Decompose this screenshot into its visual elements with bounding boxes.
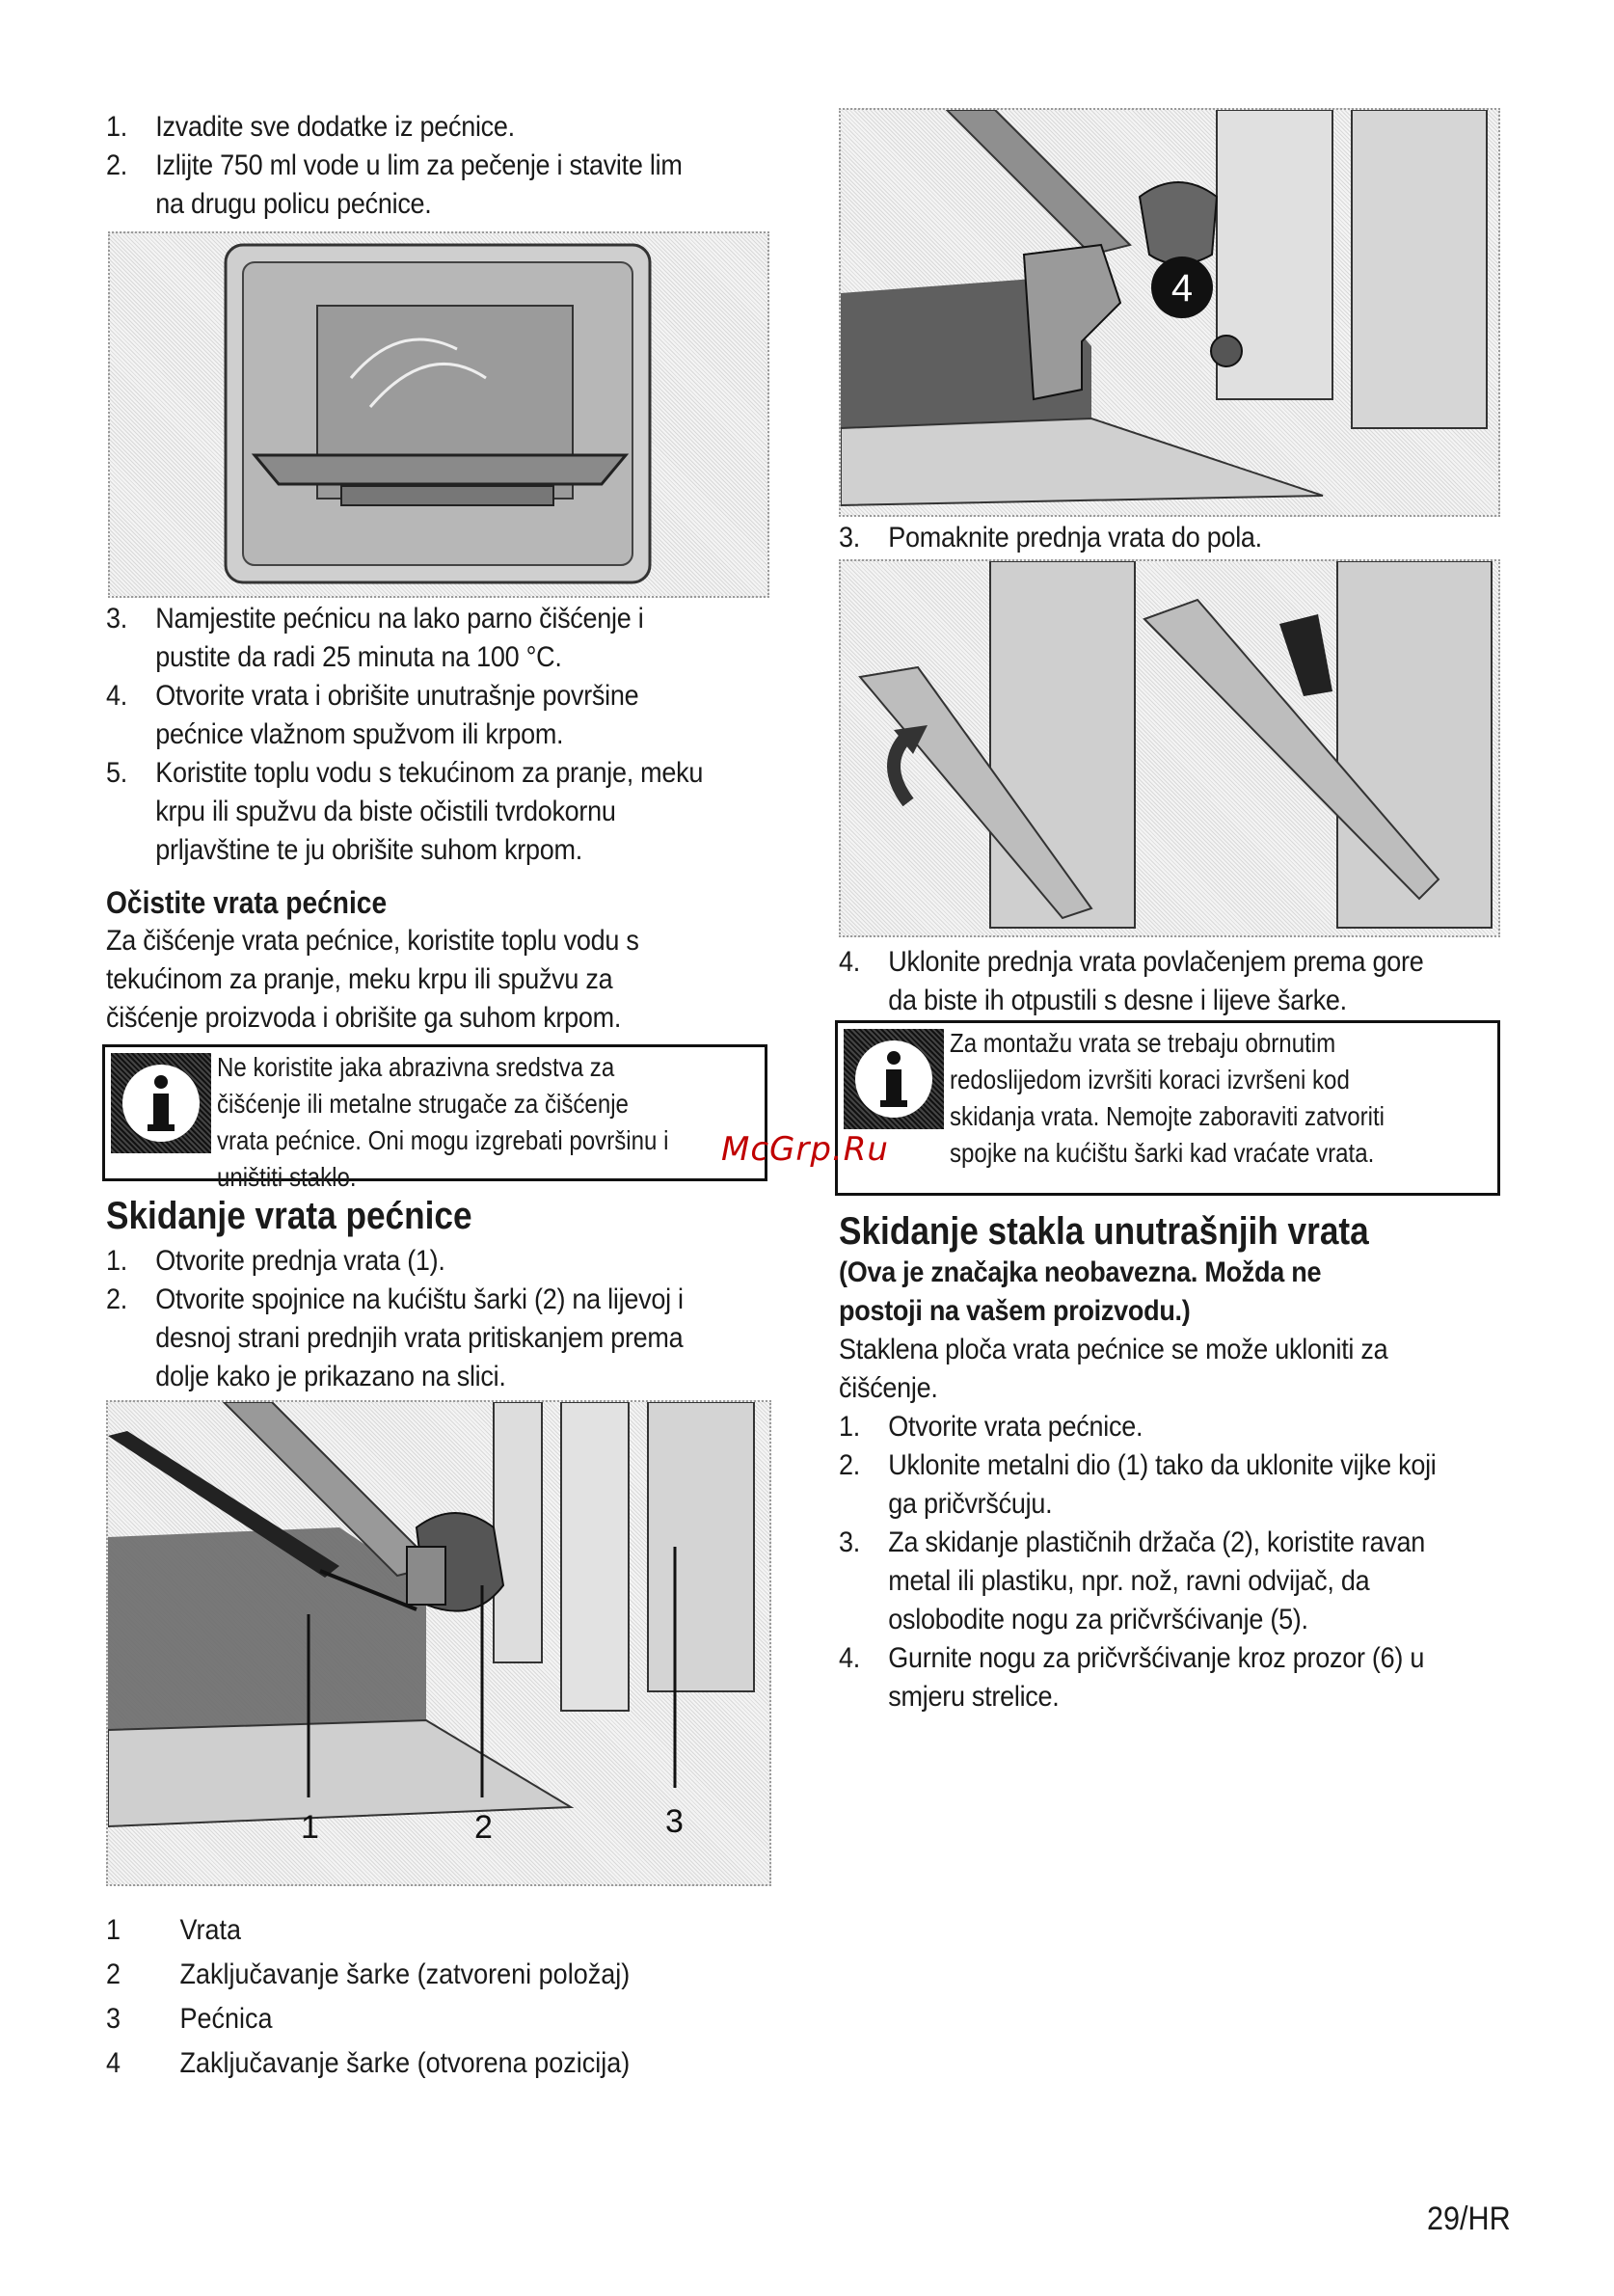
hinge-badge: 4 [1170,267,1194,310]
page-number: 29/HR [1427,2201,1511,2237]
steps-list-c [106,1242,713,1396]
list-item: 5. Koristite toplu vodu s tekućinom za pranje, meku krpu ili spužvu da biste očistili tvrdokornu prljavštine te ju obrišite suhom krpom. [106,757,704,866]
list-item: 3. Namjestite pećnicu na lako parno čišćenje i pustite da radi 25 minuta na 100 °C. [106,603,644,673]
list-item: 4. Otvorite vrata i obrišite unutrašnje površine pećnice vlažnom spužvom ili krpom. [106,680,639,750]
list-item: 1. Otvorite prednja vrata (1). [106,1245,445,1277]
watermark: McGrp.Ru [721,1130,889,1169]
remove-door-heading: Skidanje vrata pećnice [106,1195,472,1237]
callout-1: 1 [301,1809,319,1846]
door-tilt-figure [839,559,1500,937]
list-item: 3. Pomaknite prednja vrata do pola. [839,522,1262,554]
hinge-figure [106,1400,771,1886]
hinge-illustration [108,1402,769,1884]
clean-door-paragraph: Za čišćenje vrata pećnice, koristite toplu vodu s tekućinom za pranje, meku krpu ili spužvu za čišćenje proizvoda i obrišite ga suhom krpom. [106,925,639,1034]
oven-illustration [110,233,767,596]
glass-subheading: (Ova je značajka neobavezna. Možda ne postoji na vašem proizvodu.) [839,1256,1322,1327]
list-item: 1. Otvorite vrata pećnice. [839,1411,1143,1443]
info-note-text: Ne koristite jaka abrazivna sredstva za čišćenje ili metalne strugače za čišćenje vrata pećnice. Oni mogu izgrebati površinu i uništiti staklo. [217,1052,669,1192]
step-4-list [839,943,1446,1020]
callout-3: 3 [665,1803,684,1840]
steps-list-a [106,108,713,224]
list-item: 2. Uklonite metalni dio (1) tako da uklonite vijke koji ga pričvršćuju. [839,1449,1437,1520]
list-item: 4. Gurnite nogu za pričvršćivanje kroz prozor (6) u smjeru strelice. [839,1642,1425,1713]
door-tilt-illustration [841,561,1498,935]
hinge-open-figure [839,108,1500,517]
info-note-left [102,1044,767,1192]
steps-list-b [106,600,713,870]
info-icon [111,1053,211,1153]
list-item: 1. Izvadite sve dodatke iz pećnice. [106,111,515,143]
list-item: 4. Uklonite prednja vrata povlačenjem prema gore da biste ih otpustili s desne i lijeve šarke. [839,946,1424,1016]
info-note-right [835,1020,1500,1196]
clean-door-heading: Očistite vrata pećnice [106,885,388,920]
oven-steam-figure [108,231,769,598]
list-item: 2. Izlijte 750 ml vode u lim za pečenje i stavite lim na drugu policu pećnice. [106,149,683,220]
hinge-open-illustration [841,110,1498,515]
glass-intro: Staklena ploča vrata pećnice se može ukloniti za čišćenje. [839,1334,1388,1404]
callout-2: 2 [474,1809,493,1846]
info-note-text: Za montažu vrata se trebaju obrnutim redoslijedom izvršiti koraci izvršeni kod skidanja vrata. Nemojte zaboraviti zatvoriti spojke na kućištu šarki kad vraćate vrata. [950,1028,1385,1168]
list-item: 2. Otvorite spojnice na kućištu šarki (2) na lijevoj i desnoj strani prednjih vrata pritiskanjem prema dolje kako je prikazano na slici. [106,1283,684,1392]
step-3-list [839,519,1446,557]
list-item: 3. Za skidanje plastičnih držača (2), koristite ravan metal ili plastiku, npr. nož, ravni odvijač, da oslobodite nogu za pričvršćivanje (5). [839,1526,1426,1635]
glass-heading: Skidanje stakla unutrašnjih vrata [839,1210,1369,1253]
steps-list-d [839,1408,1446,1716]
info-icon [844,1029,944,1129]
